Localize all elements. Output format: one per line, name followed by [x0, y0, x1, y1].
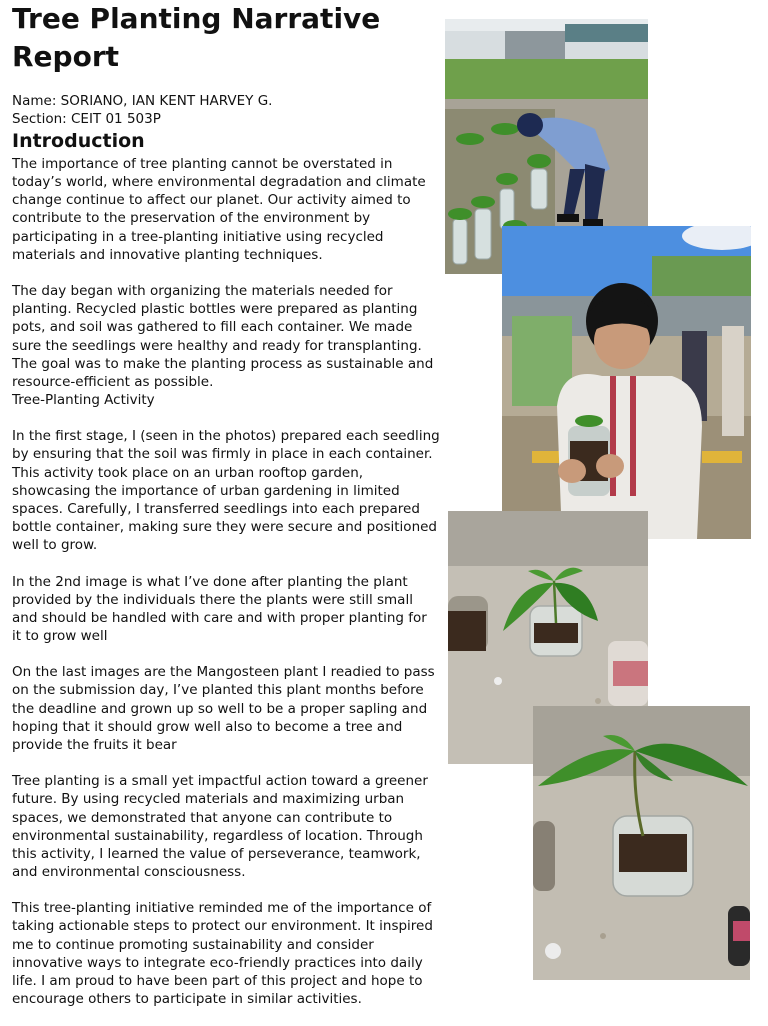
paragraph-conclusion: Tree planting is a small yet impactful action toward a greener future. By using recycled materials and maximizing urban spaces, we demonstrated that anyone can contribute to environmental sustainability, regardless of location. Through this activity, I learned the value of perseverance, teamwork, and environmental consciousness. [12, 773, 428, 881]
paragraph-second-image: In the 2nd image is what I’ve done after planting the plant provided by the individuals there the plants were still small and should be handled with care and with proper planting for it to grow well [12, 573, 427, 645]
photo-mangosteen-sapling [533, 706, 750, 980]
photo-holding-seedling [502, 226, 751, 539]
paragraph-last-images: On the last images are the Mangosteen plant I readied to pass on the submission day, I’ve planted this plant months before the deadline and grown up so well to be a proper sapling and hoping that it should grow well also to become a tree and provide the fruits it bear [12, 664, 435, 753]
name-line: Name: SORIANO, IAN KENT HARVEY G. [12, 93, 273, 109]
paragraph-preparation: The day began with organizing the materials needed for planting. Recycled plastic bottles were prepared as planting pots, and soil was gathered to fill each container. We made sure the seedlings were healthy and ready for transplanting. The goal was to make the planting process as sustainable and resource-efficient as possible. [12, 283, 434, 390]
document-title: Tree Planting Narrative Report [12, 2, 381, 73]
section-line: Section: CEIT 01 503P [12, 111, 161, 127]
subheading-tree-planting-activity: Tree-Planting Activity [12, 392, 155, 409]
paragraph-first-stage: In the first stage, I (seen in the photos) prepared each seedling by ensuring that the soil was firmly in place in each container. This activity took place on an urban rooftop garden, showcasing the importance of urban gardening in limited spaces. Carefully, I transferred seedlings into each prepared bottle container, making sure they were secure and positioned well to grow. [12, 428, 440, 554]
paragraph-reflection: This tree-planting initiative reminded me of the importance of taking actionable steps to protect our environment. It inspired me to continue promoting sustainability and consider innovative ways to integrate eco-friendly practices into daily life. I am proud to have been part of this project and hope to encourage others to participate in similar activities. [12, 900, 433, 1008]
report-body [12, 155, 440, 1026]
paragraph-intro: The importance of tree planting cannot be overstated in today’s world, where environmental degradation and climate change continue to affect our planet. Our activity aimed to contribute to the preservation of the environment by participating in a tree-planting initiative using recycled materials and innovative planting techniques. [12, 156, 426, 263]
introduction-heading: Introduction [12, 130, 145, 152]
